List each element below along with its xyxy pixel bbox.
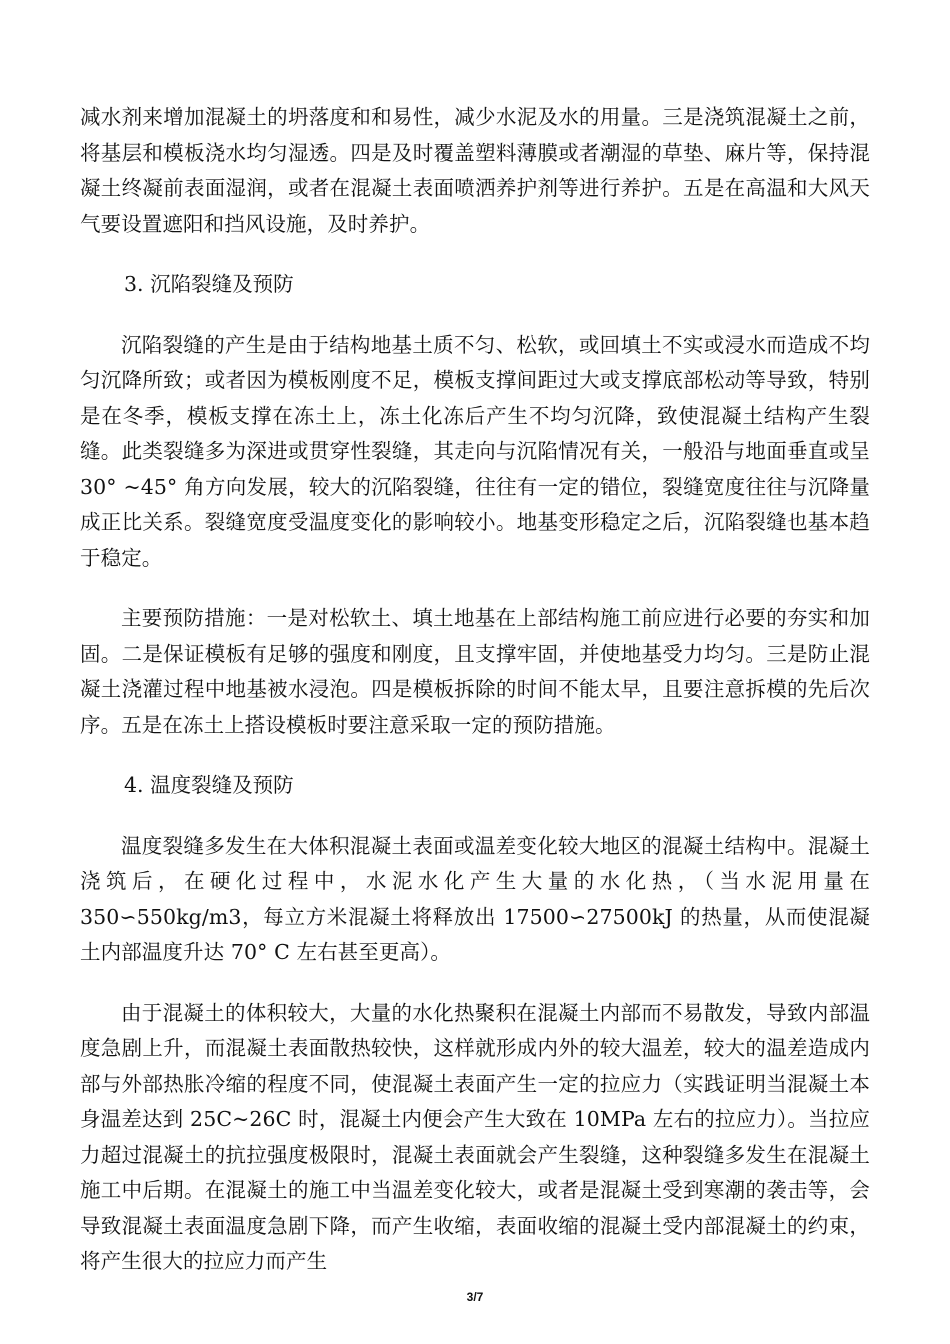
document-page xyxy=(80,100,870,1305)
page-number: 3/7 xyxy=(466,1290,484,1304)
paragraph-temperature-mechanism: 由于混凝土的体积较大，大量的水化热聚积在混凝土内部而不易散发，导致内部温度急剧上升，而混凝土表面散热较快，这样就形成内外的较大温差，较大的温差造成内部与外部热胀冷缩的程度不同，使混凝土表面产生一定的拉应力（实践证明当混凝土本身温差达到 25C~26C 时，混凝土内便会产生大致在 10MPa 左右的拉应力）。当拉应力超过混凝土的抗拉强度极限时，混凝土表面就会产生裂缝，这种裂缝多发生在混凝土施工中后期。在混凝土的施工中当温差变化较大，或者是混凝土受到寒潮的袭击等，会导致混凝土表面温度急剧下降，而产生收缩，表面收缩的混凝土受内部混凝土的约束，将产生很大的拉应力而产生 xyxy=(80,1000,870,1273)
paragraph-temperature-causes: 温度裂缝多发生在大体积混凝土表面或温差变化较大地区的混凝土结构中。混凝土浇筑后，在硬化过程中，水泥水化产生大量的水化热，（当水泥用量在 350∽550kg/m3，每立方米混凝土将释放出 17500∽27500kJ 的热量，从而使混凝土内部温度升达 70° C 左右甚至更高）。 xyxy=(80,833,870,964)
section-heading-temperature-cracks: 4. 温度裂缝及预防 xyxy=(124,773,294,797)
paragraph-curing-measures: 减水剂来增加混凝土的坍落度和和易性，减少水泥及水的用量。三是浇筑混凝土之前，将基层和模板浇水均匀湿透。四是及时覆盖塑料薄膜或者潮湿的草垫、麻片等，保持混凝土终凝前表面湿润，或者在混凝土表面喷洒养护剂等进行养护。五是在高温和大风天气要设置遮阳和挡风设施，及时养护。 xyxy=(80,105,870,236)
section-heading-settlement-cracks: 3. 沉陷裂缝及预防 xyxy=(124,272,294,296)
paragraph-settlement-causes: 沉陷裂缝的产生是由于结构地基土质不匀、松软，或回填土不实或浸水而造成不均匀沉降所致；或者因为模板刚度不足，模板支撑间距过大或支撑底部松动等导致，特别是在冬季，模板支撑在冻土上，冻土化冻后产生不均匀沉降，致使混凝土结构产生裂缝。此类裂缝多为深进或贯穿性裂缝，其走向与沉陷情况有关，一般沿与地面垂直或呈 30° ~45° 角方向发展，较大的沉陷裂缝，往往有一定的错位，裂缝宽度往往与沉降量成正比关系。裂缝宽度受温度变化的影响较小。地基变形稳定之后，沉陷裂缝也基本趋于稳定。 xyxy=(80,332,870,570)
paragraph-settlement-prevention: 主要预防措施：一是对松软土、填土地基在上部结构施工前应进行必要的夯实和加固。二是保证模板有足够的强度和刚度，且支撑牢固，并使地基受力均匀。三是防止混凝土浇灌过程中地基被水浸泡。四是模板拆除的时间不能太早，且要注意拆模的先后次序。五是在冻土上搭设模板时要注意采取一定的预防措施。 xyxy=(80,606,870,737)
